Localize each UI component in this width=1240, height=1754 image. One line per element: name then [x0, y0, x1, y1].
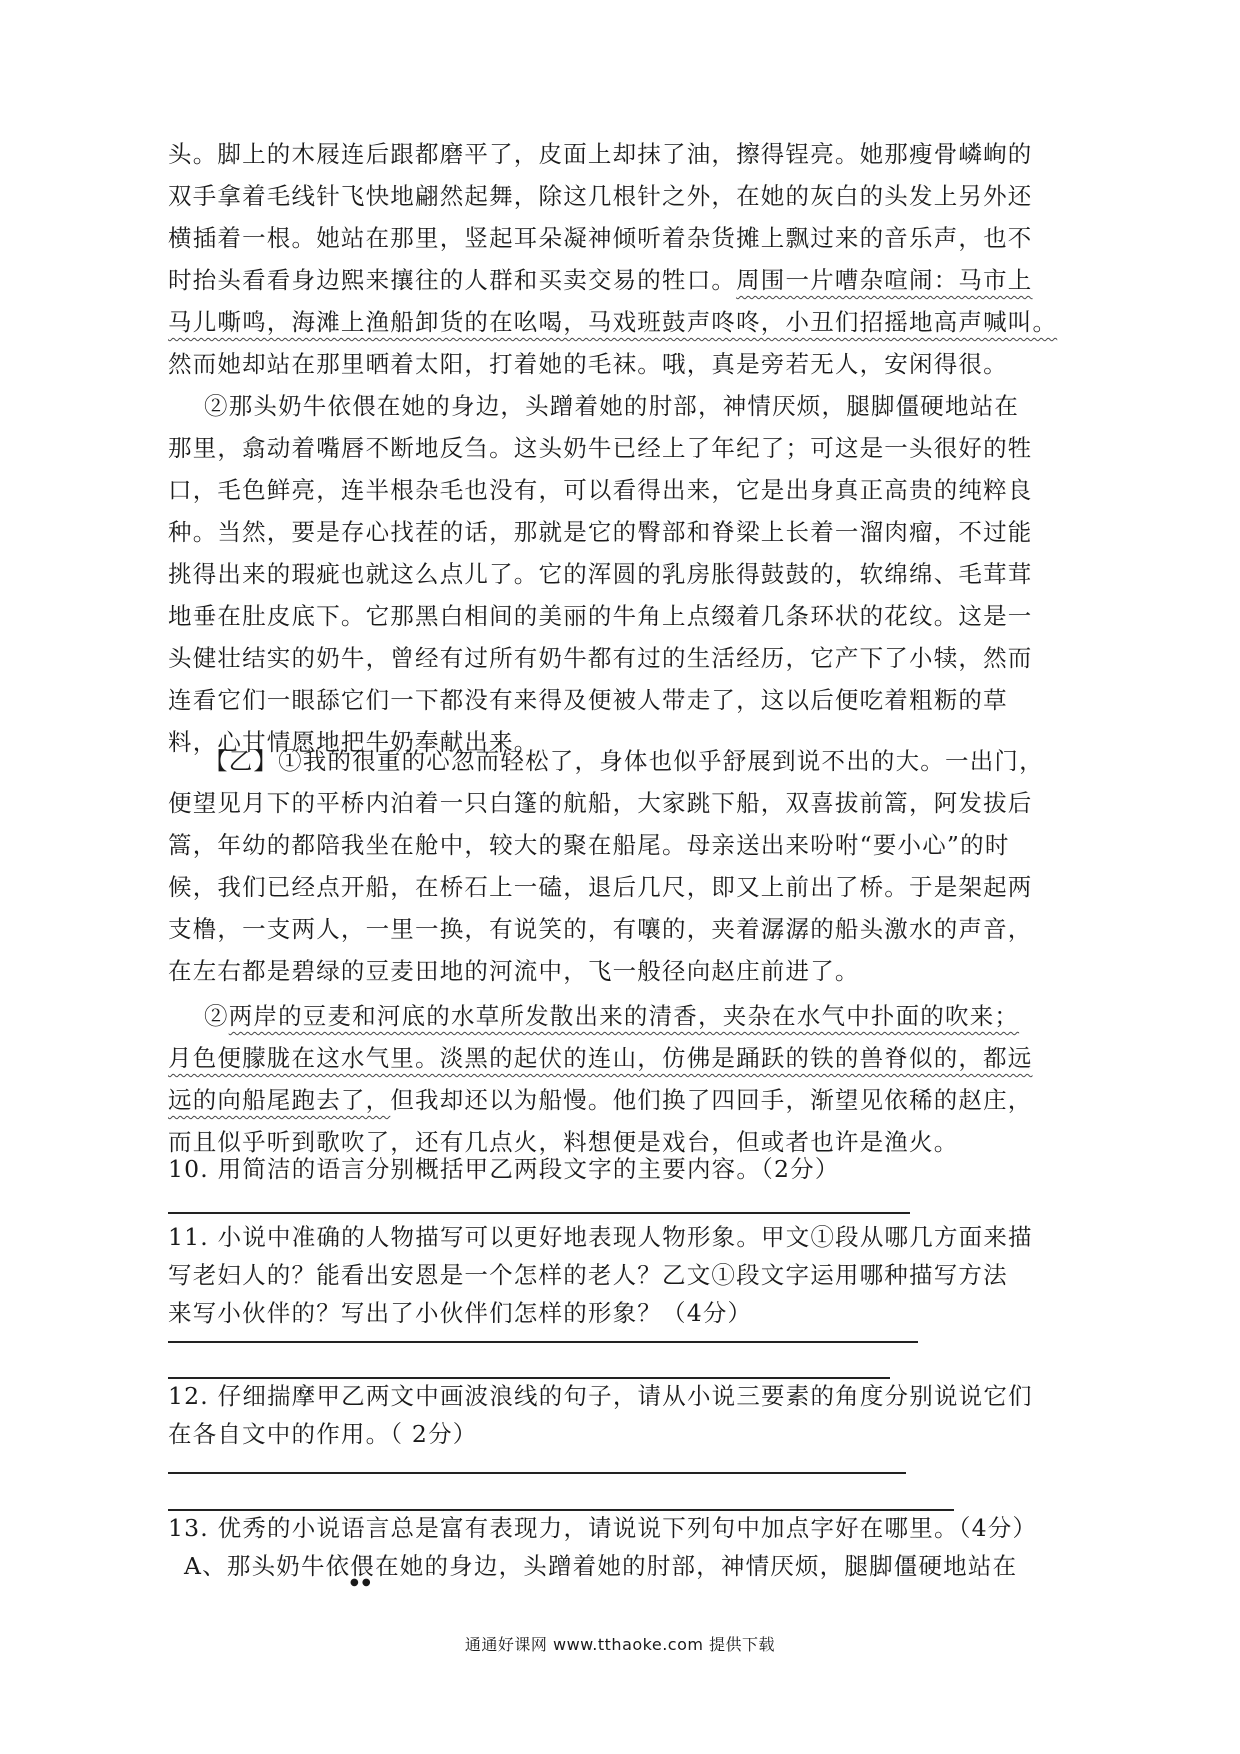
text-segment: 但我却还以为船慢。他们换了四回手，渐望见依稀的赵庄， — [390, 1086, 1033, 1114]
text-line: 便望见月下的平桥内泊着一只白篷的航船，大家跳下船，双喜拔前篙，阿发拔后 — [168, 789, 1033, 817]
text-line: 连看它们一眼舔它们一下都没有来得及便被人带走了，这以后便吃着粗粝的草 — [168, 686, 1008, 714]
text-line: 头健壮结实的奶牛，曾经有过所有奶牛都有过的生活经历，它产下了小犊，然而 — [168, 644, 1033, 672]
question-line: 在各自文中的作用。（ 2分） — [168, 1420, 478, 1448]
text-line: 支橹，一支两人，一里一换，有说笑的，有嚷的，夹着潺潺的船头激水的声音， — [168, 915, 1033, 943]
answer-line[interactable] — [168, 1472, 906, 1474]
question-line: 来写小伙伴的？写出了小伙伴们怎样的形象？（4分） — [168, 1299, 753, 1327]
question-line: 12. 仔细揣摩甲乙两文中画波浪线的句子，请从小说三要素的角度分别说说它们 — [168, 1382, 1033, 1410]
text-line: 料，心甘情愿地把牛奶奉献出来。 — [168, 728, 539, 756]
text-line: 那里，翕动着嘴唇不断地反刍。这头奶牛已经上了年纪了；可这是一头很好的牲 — [168, 434, 1033, 462]
text-line: 候，我们已经点开船，在桥石上一磕，退后几尺，即又上前出了桥。于是架起两 — [168, 873, 1033, 901]
text-line: 在左右都是碧绿的豆麦田地的河流中，飞一般径向赵庄前进了。 — [168, 957, 860, 985]
text-line — [168, 301, 1058, 343]
text-line: 挑得出来的瑕疵也就这么点儿了。它的浑圆的乳房胀得鼓鼓的，软绵绵、毛茸茸 — [168, 560, 1033, 588]
text-line: 双手拿着毛线针飞快地翩然起舞，除这几根针之外，在她的灰白的头发上另外还 — [168, 182, 1033, 210]
text-line: 横插着一根。她站在那里，竖起耳朵凝神倾听着杂货摊上飘过来的音乐声，也不 — [168, 224, 1033, 252]
question-13: 13. 优秀的小说语言总是富有表现力，请说说下列句中加点字好在哪里。（4分） — [168, 1514, 1038, 1542]
question-line: 写老妇人的？能看出安恩是一个怎样的老人？乙文①段文字运用哪种描写方法 — [168, 1261, 1008, 1289]
download-footer: 通通好课网 www.tthaoke.com 提供下载 — [464, 1635, 776, 1654]
wavy-underlined-sentence: 周围一片嘈杂喧闹：马市上 — [736, 266, 1033, 294]
text-line: 头。脚上的木屐连后跟都磨平了，皮面上却抹了油，擦得锃亮。她那瘦骨嶙峋的 — [168, 140, 1033, 168]
text-line: 【乙】①我的很重的心忽而轻松了，身体也似乎舒展到说不出的大。一出门， — [204, 747, 1044, 775]
answer-line[interactable] — [168, 1212, 910, 1214]
question-line: 11. 小说中准确的人物描写可以更好地表现人物形象。甲文①段从哪几方面来描 — [168, 1223, 1033, 1251]
wavy-underlined-sentence: 远的向船尾跑去了， — [168, 1086, 391, 1114]
yi-paragraph-1 — [168, 740, 1044, 992]
wavy-underlined-sentence: 月色便朦胧在这水气里。淡黑的起伏的连山，仿佛是踊跃的铁的兽脊似的，都远 — [168, 1044, 1033, 1072]
text-line — [168, 1037, 1040, 1079]
text-line: 篙，年幼的都陪我坐在舱中，较大的聚在船尾。母亲送出来吩咐“要小心”的时 — [168, 831, 1010, 859]
text-line: 然而她却站在那里晒着太阳，打着她的毛袜。哦，真是旁若无人，安闲得很。 — [168, 350, 1008, 378]
jia-paragraph-1 — [168, 133, 1058, 385]
emphasis-dots: ● ● — [350, 1577, 371, 1588]
text-line: 地垂在肚皮底下。它那黑白相间的美丽的牛角上点缀着几条环状的花纹。这是一 — [168, 602, 1033, 630]
yi-paragraph-2 — [168, 995, 1040, 1163]
question-12 — [168, 1377, 1033, 1453]
question-13-item-a: A、那头奶牛依偎在她的身边，头蹭着她的肘部，神情厌烦，腿脚僵硬地站在 — [184, 1552, 1018, 1580]
text-line: 种。当然，要是存心找茬的话，那就是它的臀部和脊梁上长着一溜肉瘤，不过能 — [168, 518, 1033, 546]
question-10: 10. 用简洁的语言分别概括甲乙两段文字的主要内容。（2分） — [168, 1155, 840, 1183]
text-line: 口，毛色鲜亮，连半根杂毛也没有，可以看得出来，它是出身真正高贵的纯粹良 — [168, 476, 1033, 504]
answer-line[interactable] — [168, 1341, 918, 1343]
text-segment: 时抬头看看身边熙来攘往的人群和买卖交易的牲口。 — [168, 266, 737, 294]
text-line: ②那头奶牛依偎在她的身边，头蹭着她的肘部，神情厌烦，腿脚僵硬地站在 — [204, 392, 1020, 420]
wavy-underlined-sentence: 两岸的豆麦和河底的水草所发散出来的清香，夹杂在水气中扑面的吹来； — [228, 1002, 1020, 1030]
text-segment: ② — [204, 1002, 229, 1030]
text-line — [168, 259, 1040, 301]
text-line — [168, 995, 1040, 1037]
jia-paragraph-2 — [168, 385, 1040, 763]
question-11 — [168, 1218, 1033, 1332]
text-line: 而且似乎听到歌吹了，还有几点火，料想便是戏台，但或者也许是渔火。 — [168, 1128, 959, 1156]
text-line — [168, 1079, 1040, 1121]
wavy-underlined-sentence: 马儿嘶鸣，海滩上渔船卸货的在吆喝，马戏班鼓声咚咚，小丑们招摇地高声喊叫。 — [168, 308, 1058, 336]
